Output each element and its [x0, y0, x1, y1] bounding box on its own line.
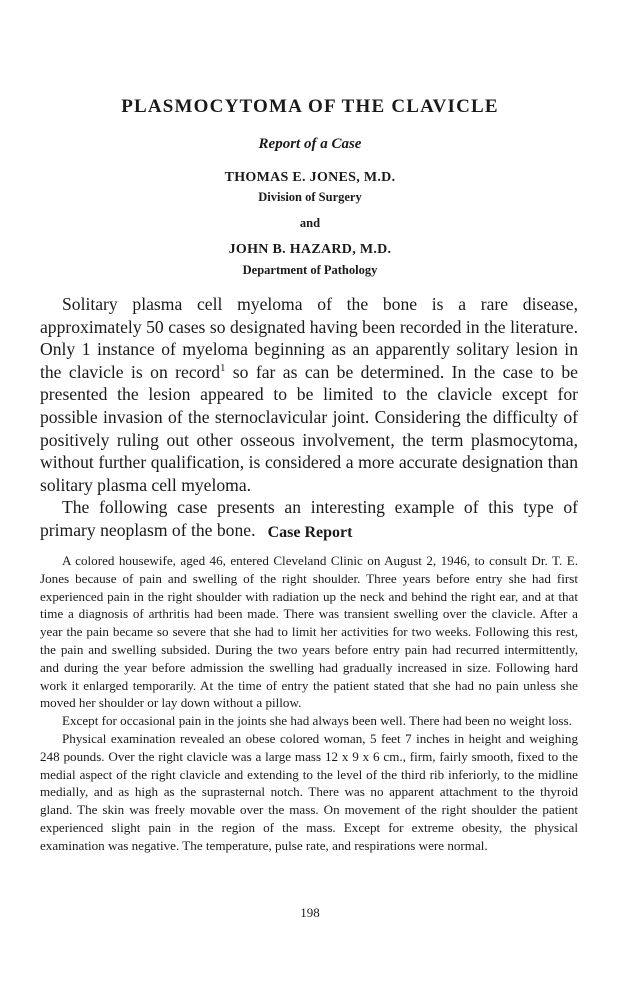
- intro-paragraph-2: The following case presents an interesting example of this type of primary neoplasm of the bone.: [40, 497, 578, 540]
- case-paragraph-1: A colored housewife, aged 46, entered Cleveland Clinic on August 2, 1946, to consult Dr. T. E. Jones because of pain and swelling of the right shoulder. Three years before entry she had first experienced pain in the right shoulder with radiation up the neck and behind the right ear, and at that time a diagnosis of arthritis had been made. There was transient swelling over the clavicle. After a year the pain became so severe that she had to limit her activities for two weeks. Following this rest, the pain and swelling subsided. During the two years before entry pain had recurred intermittently, and during the year before admission the swelling had gradually increased in size. Following hard work it enlarged temporarily. At the time of entry the patient stated that she had no pain unless she moved her shoulder or lay down without a pillow.: [40, 553, 578, 711]
- author-1: THOMAS E. JONES, M.D.: [224, 170, 396, 185]
- case-report-body: [40, 552, 578, 855]
- intro-paragraph-1-text-b: so far as can be determined. In the case to be presented the lesion appeared to be limited to the clavicle except for possible invasion of the sternoclavicular joint. Considering the difficulty of positively ruling out other osseous involvement, the term plasmocytoma, without further qualification, is considered a more accurate designation than solitary plasma cell myeloma.: [40, 361, 578, 495]
- case-paragraph-3: Physical examination revealed an obese colored woman, 5 feet 7 inches in height and weighing 248 pounds. Over the right clavicle was a large mass 12 x 9 x 6 cm., firm, fairly smooth, fixed to the medial aspect of the right clavicle and extending to the level of the third rib inferiorly, to the midline medially, and as high as the suprasternal notch. There was no apparent attachment to the thyroid gland. The skin was freely movable over the mass. On movement of the right shoulder the patient experienced slight pain in the region of the mass. Except for extreme obesity, the physical examination was negative. The temperature, pulse rate, and respirations were normal.: [40, 730, 578, 853]
- author-conjunction: and: [299, 216, 321, 230]
- affiliation-2: Department of Pathology: [242, 263, 378, 277]
- page-number: 198: [300, 905, 320, 920]
- case-paragraph-2: Except for occasional pain in the joints she had always been well. There had been no weight loss.: [62, 713, 572, 729]
- introduction: [40, 293, 578, 542]
- article-subtitle: Report of a Case: [258, 136, 362, 152]
- intro-paragraph-1-text-a: Solitary plasma cell myeloma of the bone is a rare disease, approximately 50 cases so designated having been recorded in the literature. Only 1 instance of myeloma beginning as an apparently solitary lesion in the clavicle is on record: [40, 294, 578, 382]
- article-title: PLASMOCYTOMA OF THE CLAVICLE: [121, 96, 499, 117]
- affiliation-1: Division of Surgery: [258, 190, 362, 204]
- author-2: JOHN B. HAZARD, M.D.: [228, 242, 392, 257]
- footnote-reference: 1: [220, 362, 226, 374]
- section-heading: Case Report: [267, 524, 353, 541]
- intro-paragraph-1: [40, 293, 578, 496]
